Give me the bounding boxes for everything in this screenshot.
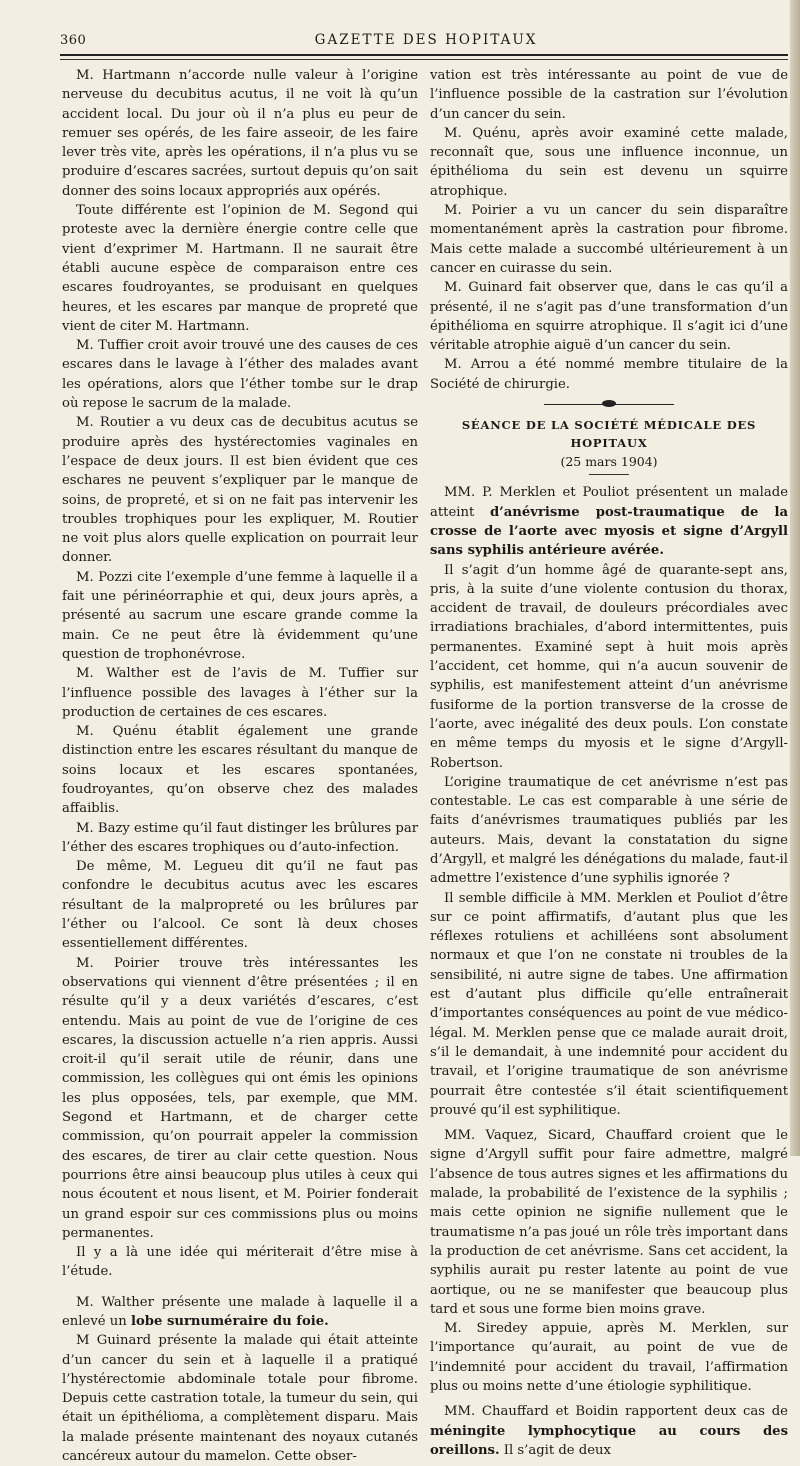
paragraph-walther	[62, 1293, 418, 1332]
paragraph: M. Quénu, après avoir examiné cette malade, reconnaît que, sous une influence inconnue, un épithélioma du sein est devenu un squirre atrophique.	[430, 125, 788, 199]
paragraph: M. Siredey appuie, après M. Merklen, sur l’importance qu’aurait, au point de vue de l’indemnité pour accident du travail, l’affirmation plus ou moins nette d’une étiologie syphilitique.	[430, 1321, 788, 1394]
paragraph: MM. Vaquez, Sicard, Chauffard croient que le signe d’Argyll suffit pour faire admettre, malgré l’absence de tous autres signes et les affirmations du malade, la probabilité de l’existence de la syphilis ; mais cette opinion ne signifie nullement que le traumatisme n’a pas joué un rôle très important dans la production de cet anévrisme. Sans cet accident, la syphilis aurait pu rester latente au point de vue aortique, ou ne se manifester que beaucoup plus tard et sous une forme bien moins grave.	[430, 1128, 788, 1317]
paragraph: Il s’agit d’un homme âgé de quarante-sept ans, pris, à la suite d’une violente contusion du thorax, accident de travail, de douleurs précordiales avec irradiations brachiales, d’abord intermittentes, puis permanentes. Examiné sept à huit mois après l’accident, cet homme, qui n’a aucun souvenir de syphilis, est manifestement atteint d’un anévrisme fusiforme de la portion transverse de la crosse de l’aorte, avec inégalité des deux pouls. L’on constate en même temps du myosis et le signe d’Argyll-Robertson.	[430, 562, 788, 771]
chauffard-bold-text: méningite lymphocytique au cours des oreillons.	[430, 1423, 788, 1458]
page-binding-edge	[790, 0, 800, 1156]
paragraph: M. Poirier trouve très intéressantes les observations qui viennent d’être présentées ; il en résulte qu’il y a deux variétés d’escares, c’est entendu. Mais au point de vue de l’origine de ces escares, la discussion actuelle n’a rien appris. Aussi croit-il qu’il serait utile de réunir, dans une commission, les collègues qui ont émis les opinions les plus opposées, tels, par exemple, que MM. Segond et Hartmann, et de charger cette commission, qu’on pourrait appeler la commission des escares, de tirer au clair cette question. Nous pourrions être ainsi beaucoup plus utiles à ceux qui nous écoutent et nous lisent, et M. Poirier fonderait un grand espoir sur ces commissions plus ou moins permanentes.	[62, 955, 418, 1241]
section-divider	[544, 403, 674, 407]
page-number: 360	[60, 33, 87, 48]
paragraph: Il y a là une idée qui mériterait d’être mise à l’étude.	[62, 1245, 418, 1280]
walther-lead-text: M. Walther présente une malade à laquelle il a enlevé un	[62, 1294, 418, 1329]
paragraph: M Guinard présente la malade qui était atteinte d’un cancer du sein et à laquelle il a pratiqué l’hystérectomie abdominale totale pour fibrome. Depuis cette castration totale, la tumeur du sein, qui était un épithélioma, a complètement disparu. Mais la malade présente maintenant des noyaux cutanés cancéreux autour du mamelon. Cette obser-	[62, 1333, 418, 1465]
header-rule-thick	[60, 54, 788, 56]
merklen-bold-text: d’anévrisme post-traumatique de la crosse de l’aorte avec myosis et signe d’Argyll sans syphilis antérieure avérée.	[430, 504, 789, 559]
chauffard-tail-text: Il s’agit de deux	[499, 1442, 611, 1458]
chauffard-intro-text: MM. Chauffard et Boidin rapportent deux cas de	[444, 1404, 788, 1420]
section-title: SÉANCE DE LA SOCIÉTÉ MÉDICALE DES HOPITAUX	[461, 418, 757, 451]
paragraph-chauffard	[430, 1402, 788, 1460]
paragraph: M. Poirier a vu un cancer du sein disparaître momentanément après la castration pour fibrome. Mais cette malade a succombé ultérieurement à un cancer en cuirasse du sein.	[430, 203, 788, 276]
paragraph: M. Arrou a été nommé membre titulaire de la Société de chirurgie.	[430, 357, 788, 392]
paragraph: M. Tuffier croit avoir trouvé une des causes de ces escares dans le lavage à l’éther des malades avant les opérations, alors que l’éther tombe sur le drap où repose le sacrum de la malade.	[62, 338, 418, 412]
paragraph: M. Bazy estime qu’il faut distinger les brûlures par l’éther des escares trophiques ou d’auto-infection.	[62, 820, 418, 855]
paragraph: M. Quénu établit également une grande distinction entre les escares résultant du manque de soins locaux et les escares spontanées, foudroyantes, qu’on observe chez des malades affaiblis.	[62, 724, 418, 817]
right-column	[430, 66, 788, 1460]
paragraph: M. Routier a vu deux cas de decubitus acutus se produire après des hystérectomies vaginales en l’espace de deux jours. Il est bien évident que ces eschares ne peuvent s’expliquer par le manque de soins, de propreté, et si on ne fait pas intervenir les troubles trophiques pour les expliquer, M. Routier ne voit plus alors quelle explication on pourrait leur donner.	[62, 415, 418, 566]
page-header	[58, 30, 794, 52]
paragraph: L’origine traumatique de cet anévrisme n’est pas contestable. Le cas est comparable à une série de faits d’anévrismes traumatiques publiés par les auteurs. Mais, devant la constatation du signe d’Argyll, et malgré les dénégations du malade, faut-il admettre l’existence d’une syphilis ignorée ?	[430, 774, 788, 887]
left-column	[62, 66, 418, 1466]
section-date: (25 mars 1904)	[560, 454, 658, 470]
paragraph: Il semble difficile à MM. Merklen et Pouliot d’être sur ce point affirmatifs, d’autant plus que les réflexes rotuliens et achilléens sont absolument normaux et que l’on ne constate ni troubles de la sensibilité, ni autre signe de tabes. Une affirmation est d’autant plus difficile qu’elle entraînerait d’importantes conséquences au point de vue médico-légal. M. Merklen pense que ce malade aurait droit, s’il le demandait, à une indemnité pour accident du travail, et l’origine traumatique de son anévrisme pourrait être contestée s’il était scientifiquement prouvé qu’il est syphilitique.	[430, 890, 788, 1118]
paragraph: Toute différente est l’opinion de M. Segond qui proteste avec la dernière énergie contre celle que vient d’exprimer M. Hartmann. Il ne saurait être établi aucune espèce de comparaison entre ces escares foudroyantes, se produisant en quelques heures, et les escares par manque de propreté que vient de citer M. Hartmann.	[62, 203, 418, 334]
merklen-intro-text: MM. P. Merklen et Pouliot présentent un malade atteint	[430, 485, 788, 520]
journal-title: GAZETTE DES HOPITAUX	[314, 32, 538, 48]
header-rule-thin	[60, 59, 788, 60]
paragraph: M. Hartmann n’accorde nulle valeur à l’origine nerveuse du decubitus acutus, il ne voit là qu’un accident local. Du jour où il n’a plus eu peur de remuer ses opérés, de les faire asseoir, de les faire lever très vite, après les opérations, il n’a plus vu se produire d’escares sacrées, surtout depuis qu’on sait donner des soins locaux appropriés aux opérés.	[62, 68, 418, 199]
paragraph-merklen	[430, 483, 788, 560]
paragraph: M. Walther est de l’avis de M. Tuffier sur l’influence possible des lavages à l’éther sur la production de certaines de ces escares.	[62, 666, 418, 720]
paragraph: vation est très intéressante au point de vue de l’influence possible de la castration sur l’évolution d’un cancer du sein.	[430, 68, 788, 122]
paragraph: M. Pozzi cite l’exemple d’une femme à laquelle il a fait une périnéorraphie et qui, deux jours après, a présenté au sacrum une escare grande comme la main. Ce ne peut être là évidemment qu’une question de trophonévrose.	[62, 569, 418, 662]
paragraph: M. Guinard fait observer que, dans le cas qu’il a présenté, il ne s’agit pas d’une transformation d’un épithélioma en squirre atrophique. Il s’agit ici d’une véritable atrophie aiguë d’un cancer du sein.	[430, 280, 788, 354]
paragraph: De même, M. Legueu dit qu’il ne faut pas confondre le decubitus acutus avec les escares résultant de la malpropreté ou les brûlures par l’éther ou l’alcool. Ce sont là deux choses essentiellement différentes.	[62, 859, 418, 952]
section-rule	[589, 474, 629, 475]
walther-bold-text: lobe surnuméraire du foie.	[130, 1314, 329, 1329]
